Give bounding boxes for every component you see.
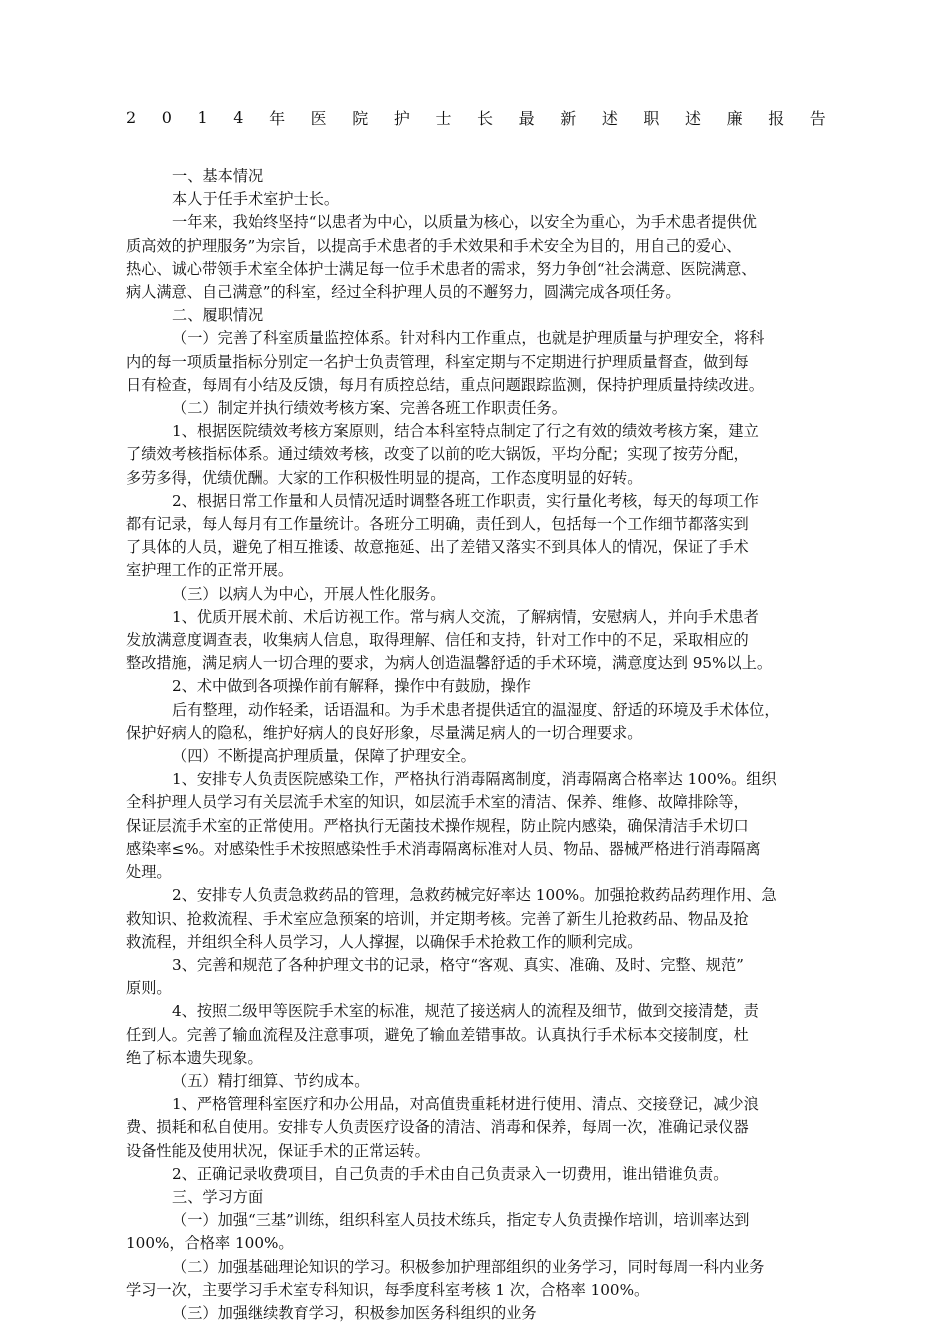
body-line: 1、安排专人负责医院感染工作，严格执行消毒隔离制度，消毒隔离合格率达 100%。组织 — [172, 770, 777, 789]
title-char: 述 — [601, 108, 618, 128]
body-line: 1、根据医院绩效考核方案原则，结合本科室特点制定了行之有效的绩效考核方案，建立 — [172, 422, 759, 441]
body-line: 任到人。完善了输血流程及注意事项，避免了输血差错事故。认真执行手术标本交接制度，杜 — [126, 1025, 749, 1044]
body-line: 质高效的护理服务”为宗旨，以提高手术患者的手术效果和手术安全为目的，用自己的爱心、 — [126, 236, 742, 255]
body-line: 整改措施，满足病人一切合理的要求，为病人创造温馨舒适的手术环境，满意度达到 95%以上。 — [126, 654, 773, 673]
title-char: 2 — [126, 107, 137, 127]
body-line: 一、基本情况 — [172, 167, 264, 185]
document-title — [126, 104, 826, 130]
body-line: 100%，合格率 100%。 — [126, 1234, 294, 1253]
title-char: 最 — [518, 108, 535, 128]
title-char: 士 — [435, 108, 452, 128]
body-line: 都有记录，每人每月有工作量统计。各班分工明确，责任到人，包括每一个工作细节都落实到 — [126, 515, 749, 534]
body-line: 2、正确记录收费项目，自己负责的手术由自己负责录入一切费用，谁出错谁负责。 — [172, 1164, 729, 1183]
body-line: 后有整理，动作轻柔，话语温和。为手术患者提供适宜的温湿度、舒适的环境及手术体位， — [172, 700, 780, 719]
document-body — [126, 165, 826, 1325]
body-line: 1、优质开展术前、术后访视工作。常与病人交流，了解病情，安慰病人，并向手术患者 — [172, 607, 759, 626]
body-line: 本人于任手术室护士长。 — [172, 190, 340, 209]
body-line: 1、严格管理科室医疗和办公用品，对高值贵重耗材进行使用、清点、交接登记，减少浪 — [172, 1095, 759, 1114]
title-char: 年 — [269, 108, 286, 128]
body-line: 处理。 — [126, 863, 172, 882]
body-line: 费、损耗和私自使用。安排专人负责医疗设备的清洁、消毒和保养，每周一次，准确记录仪器 — [126, 1118, 749, 1137]
body-line: 2、根据日常工作量和人员情况适时调整各班工作职责，实行量化考核，每天的每项工作 — [172, 491, 759, 510]
body-line: 病人满意、自己满意”的科室，经过全科护理人员的不邂努力，圆满完成各项任务。 — [126, 283, 681, 302]
body-line: 日有检查，每周有小结及反馈，每月有质控总结，重点问题跟踪监测，保持护理质量持续改进。 — [126, 375, 764, 394]
body-line: 绝了标本遗失现象。 — [126, 1048, 263, 1067]
body-line: （一）加强“三基”训练，组织科室人员技术练兵，指定专人负责操作培训，培训率达到 — [172, 1211, 750, 1230]
body-line: （二）制定并执行绩效考核方案、完善各班工作职责任务。 — [172, 399, 567, 418]
title-char: 1 — [197, 107, 208, 127]
title-char: 告 — [809, 108, 826, 128]
body-line: 保护好病人的隐私，维护好病人的良好形象，尽量满足病人的一切合理要求。 — [126, 723, 643, 742]
title-char: 医 — [310, 108, 327, 128]
body-line: 2、安排专人负责急救药品的管理，急救药械完好率达 100%。加强抢救药品药理作用、急 — [172, 886, 777, 905]
title-char: 述 — [685, 108, 702, 128]
body-line: 3、完善和规范了各种护理文书的记录，格守“客观、真实、准确、及时、完整、规范” — [172, 955, 744, 974]
title-char: 护 — [393, 108, 410, 128]
body-line: 热心、诚心带领手术室全体护士满足每一位手术患者的需求，努力争创“社会满意、医院满意、 — [126, 259, 757, 278]
body-line: 了绩效考核指标体系。通过绩效考核，改变了以前的吃大锅饭，平均分配；实现了按劳分配， — [126, 445, 749, 464]
body-line: （四）不断提高护理质量，保障了护理安全。 — [172, 747, 476, 766]
title-char: 报 — [768, 108, 785, 128]
title-char: 0 — [161, 107, 172, 127]
body-line: 保证层流手术室的正常使用。严格执行无菌技术操作规程，防止院内感染，确保清洁手术切口 — [126, 816, 749, 835]
title-char: 长 — [477, 108, 494, 128]
body-line: 救知识、抢救流程、手术室应急预案的培训，并定期考核。完善了新生儿抢救药品、物品及抢 — [126, 909, 749, 928]
body-line: 全科护理人员学习有关层流手术室的知识，如层流手术室的清洁、保养、维修、故障排除等， — [126, 793, 749, 812]
body-line: 感染率≤%。对感染性手术按照感染性手术消毒隔离标准对人员、物品、器械严格进行消毒隔离 — [126, 839, 761, 858]
body-line: 多劳多得，优绩优酬。大家的工作积极性明显的提高，工作态度明显的好转。 — [126, 468, 643, 487]
body-line: 二、履职情况 — [172, 306, 264, 325]
body-line: （一）完善了科室质量监控体系。针对科内工作重点，也就是护理质量与护理安全，将科 — [172, 329, 765, 348]
body-line: 一年来，我始终坚持“以患者为中心，以质量为核心，以安全为重心，为手术患者提供优 — [172, 213, 757, 232]
body-line: 4、按照二级甲等医院手术室的标准，规范了接送病人的流程及细节，做到交接清楚，责 — [172, 1002, 759, 1021]
body-line: 内的每一项质量指标分别定一名护士负责管理，科室定期与不定期进行护理质量督查，做到每 — [126, 352, 749, 371]
body-line: （五）精打细算、节约成本。 — [172, 1071, 370, 1090]
body-line: （三）以病人为中心，开展人性化服务。 — [172, 584, 446, 603]
body-line: 学习一次，主要学习手术室专科知识，每季度科室考核 1 次，合格率 100%。 — [126, 1280, 650, 1299]
body-line: 了具体的人员，避免了相互推诿、故意拖延、出了差错又落实不到具体人的情况，保证了手术 — [126, 538, 749, 557]
title-char: 新 — [560, 108, 577, 128]
body-line: 室护理工作的正常开展。 — [126, 561, 294, 580]
body-line: （三）加强继续教育学习，积极参加医务科组织的业务 — [172, 1303, 537, 1322]
body-line: 设备性能及使用状况，保证手术的正常运转。 — [126, 1141, 430, 1160]
body-line: 2、术中做到各项操作前有解释，操作中有鼓励，操作 — [172, 677, 531, 696]
title-char: 4 — [233, 107, 244, 127]
body-line: 原则。 — [126, 979, 172, 998]
title-char: 院 — [352, 108, 369, 128]
body-line: 救流程，并组织全科人员学习，人人撑握，以确保手术抢救工作的顺利完成。 — [126, 932, 643, 951]
body-line: 三、学习方面 — [172, 1187, 264, 1206]
body-line: （二）加强基础理论知识的学习。积极参加护理部组织的业务学习，同时每周一科内业务 — [172, 1257, 765, 1276]
title-char: 职 — [643, 108, 660, 128]
body-line: 发放满意度调查表，收集病人信息，取得理解、信任和支持，针对工作中的不足，采取相应的 — [126, 631, 749, 650]
title-char: 廉 — [726, 108, 743, 128]
